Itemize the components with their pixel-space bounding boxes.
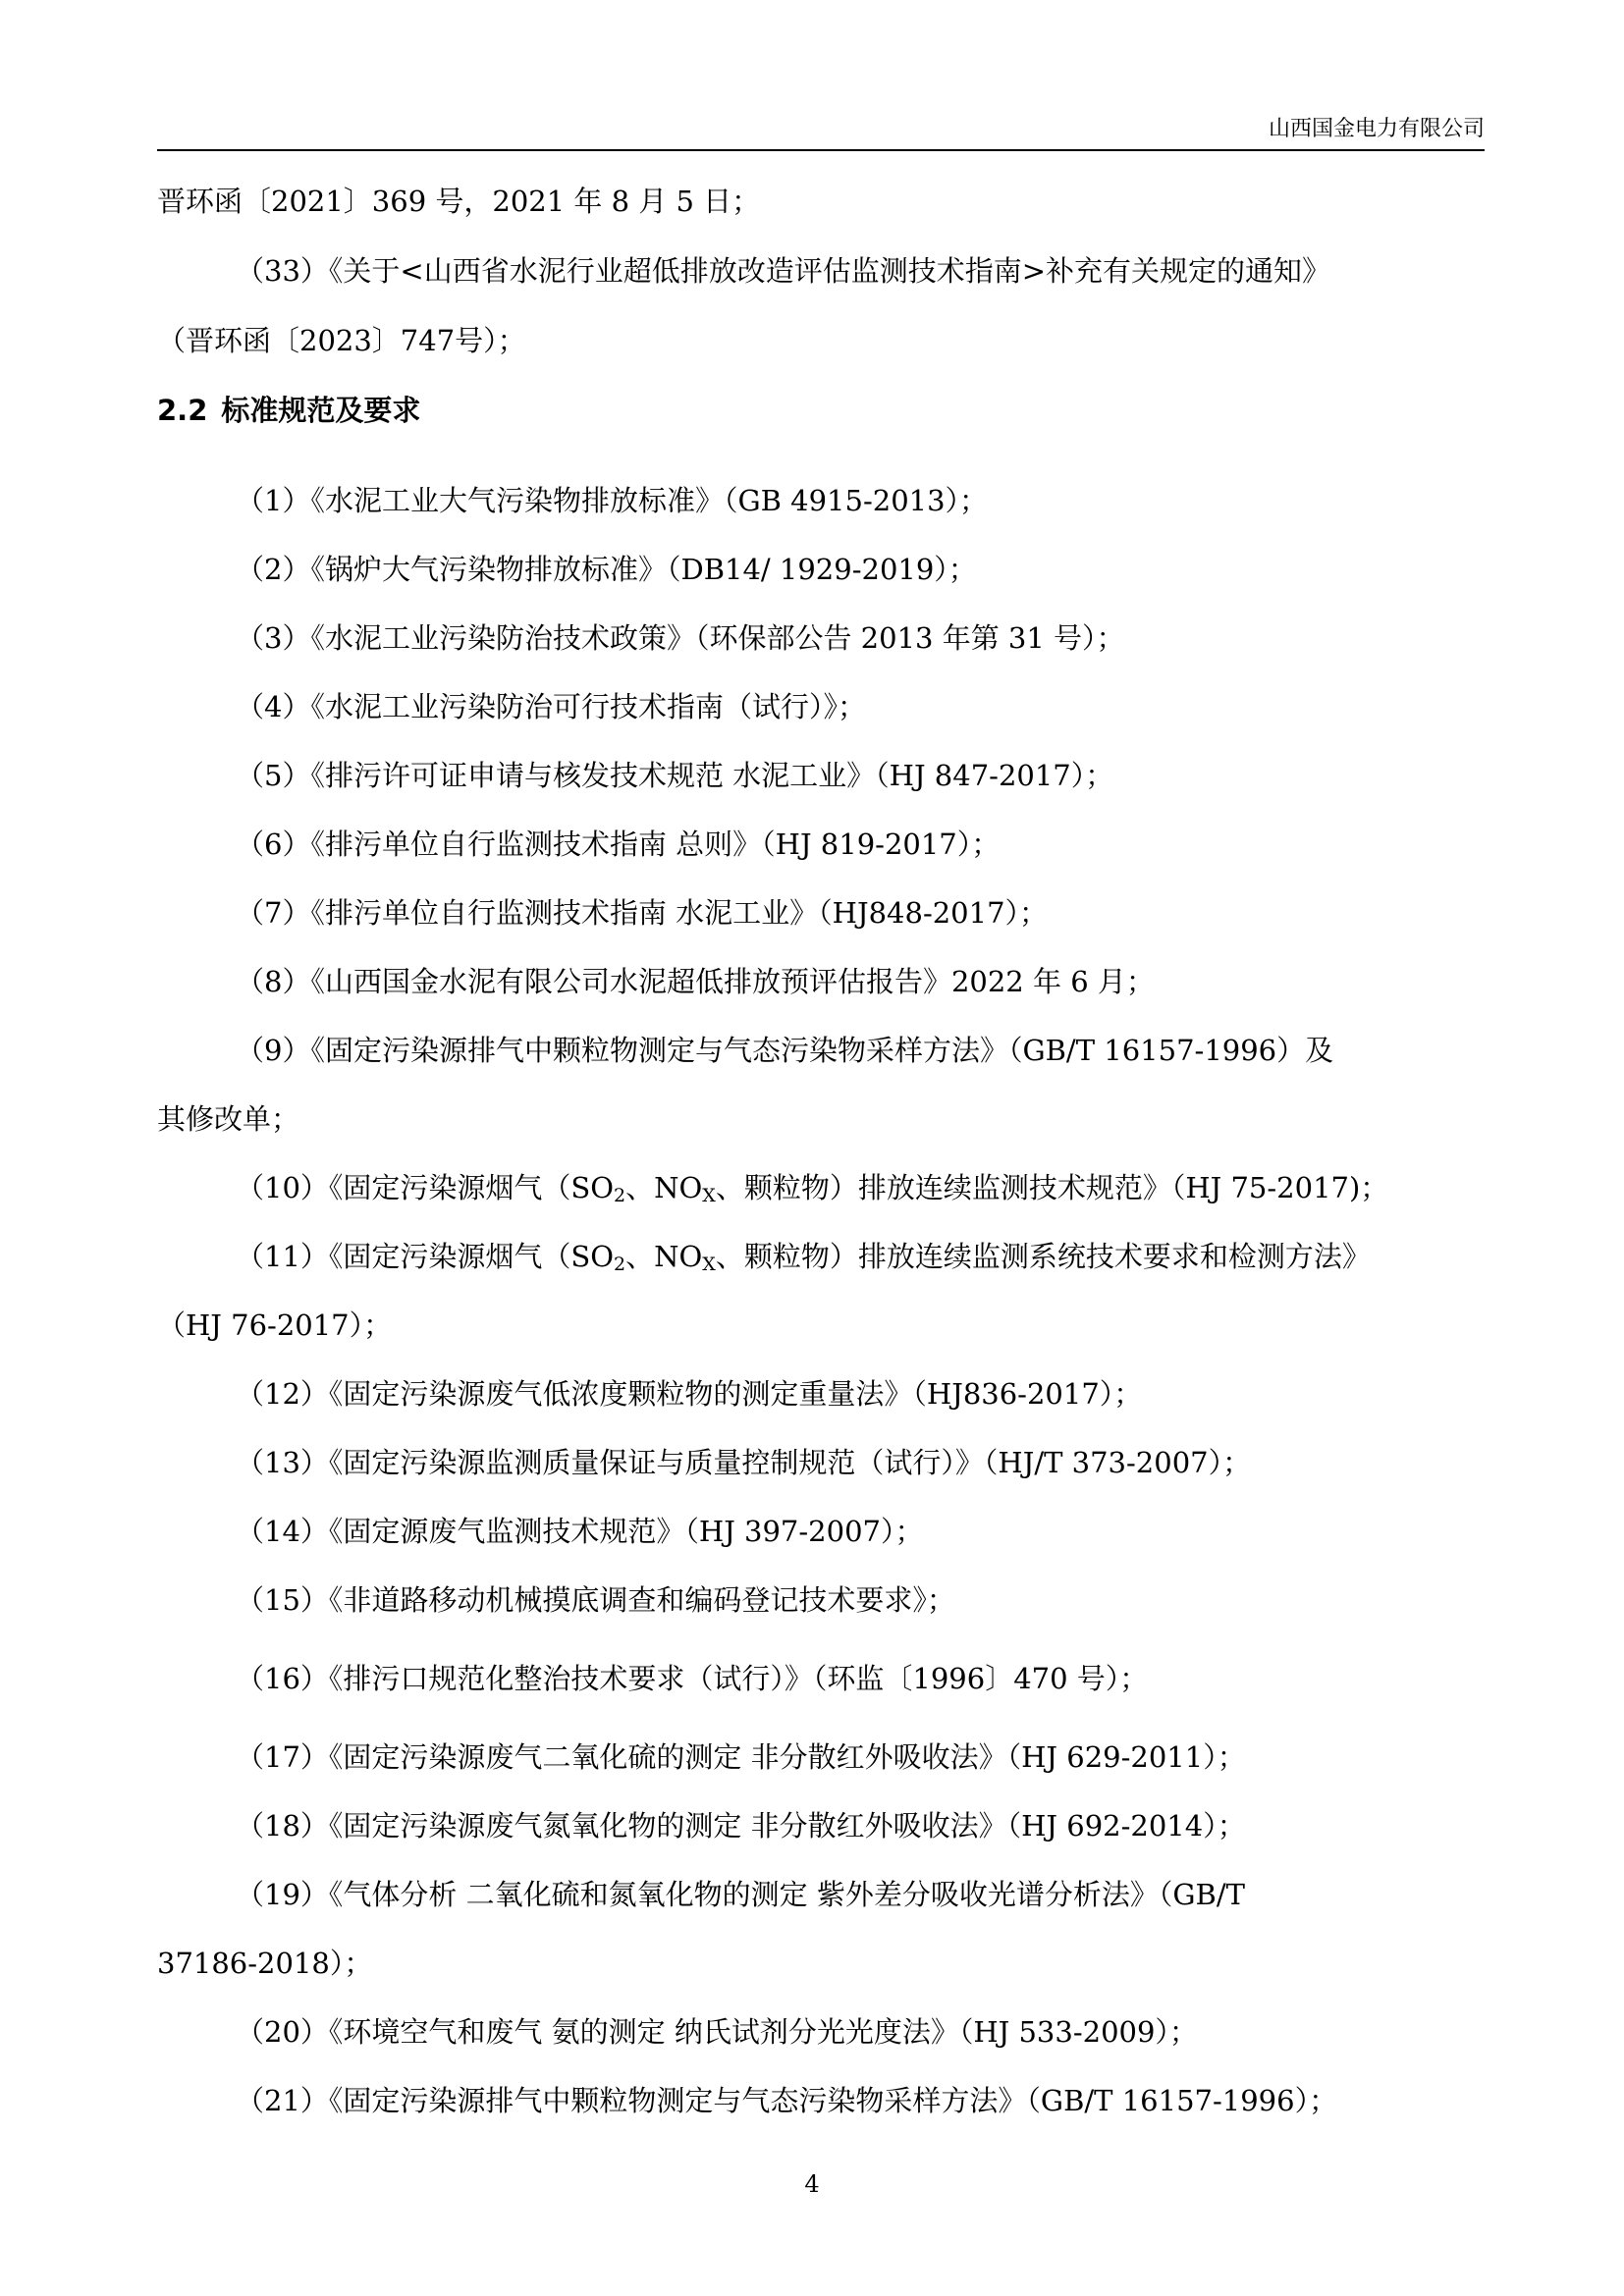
list-item: （8）《山西国金水泥有限公司水泥超低排放预评估报告》2022 年 6 月； — [236, 965, 1155, 998]
page-header — [157, 116, 1485, 151]
list-item: （1）《水泥工业大气污染物排放标准》（GB 4915-2013）； — [236, 484, 989, 517]
header-rule — [157, 149, 1485, 151]
list-item: （2）《锅炉大气污染物排放标准》（DB14/ 1929-2019）； — [236, 553, 977, 586]
subscript: 2 — [614, 1254, 626, 1275]
list-item: （12）《固定污染源废气低浓度颗粒物的测定重量法》（HJ836-2017）； — [236, 1377, 1143, 1411]
company-name: 山西国金电力有限公司 — [1268, 117, 1485, 141]
subscript: X — [702, 1185, 716, 1206]
section-number: 2.2 — [157, 394, 208, 427]
list-item: （19）《气体分析 二氧化硫和氮氧化物的测定 紫外差分吸收光谱分析法》（GB/T — [236, 1878, 1245, 1911]
list-item: （4）《水泥工业污染防治可行技术指南（试行）》； — [236, 690, 866, 723]
list-item-continuation: （HJ 76-2017）； — [157, 1308, 393, 1342]
list-item: （15）《非道路移动机械摸底调查和编码登记技术要求》； — [236, 1583, 955, 1617]
list-item: （20）《环境空气和废气 氨的测定 纳氏试剂分光光度法》（HJ 533-2009）； — [236, 2015, 1198, 2049]
list-item: （9）《固定污染源排气中颗粒物测定与气态污染物采样方法》（GB/T 16157-1996）及 — [236, 1034, 1334, 1067]
section-heading — [157, 391, 1485, 430]
list-item: （10）《固定污染源烟气（$SO_2$、$NO_X$、颗粒物）排放连续监测技术规范》（HJ 75-2017)； — [236, 1171, 1389, 1206]
list-item: （3）《水泥工业污染防治技术政策》（环保部公告 2013 年第 31 号）； — [236, 621, 1125, 655]
list-item: （33）《关于<山西省水泥行业超低排放改造评估监测技术指南>补充有关规定的通知》 — [236, 254, 1331, 288]
subscript: 2 — [614, 1185, 626, 1206]
text-line: 晋环函〔2021〕369 号，2021 年 8 月 5 日； — [157, 185, 761, 218]
list-item: （17）《固定污染源废气二氧化硫的测定 非分散红外吸收法》（HJ 629-2011）； — [236, 1740, 1246, 1774]
list-item: （6）《排污单位自行监测技术指南 总则》（HJ 819-2017）； — [236, 828, 1001, 861]
page-number: 4 — [804, 2170, 820, 2198]
list-item: （14）《固定源废气监测技术规范》（HJ 397-2007）； — [236, 1515, 924, 1548]
subscript: X — [702, 1254, 716, 1275]
list-item: （13）《固定污染源监测质量保证与质量控制规范（试行）》（HJ/T 373-2007）； — [236, 1446, 1252, 1479]
list-item-continuation: 37186-2018）； — [157, 1947, 373, 1980]
list-item: （5）《排污许可证申请与核发技术规范 水泥工业》（HJ 847-2017）； — [236, 759, 1114, 792]
list-item: （21）《固定污染源排气中颗粒物测定与气态污染物采样方法》（GB/T 16157-1996）； — [236, 2084, 1338, 2117]
list-item: （7）《排污单位自行监测技术指南 水泥工业》（HJ848-2017）； — [236, 896, 1049, 930]
list-item-continuation: 其修改单； — [157, 1102, 300, 1136]
list-item: （18）《固定污染源废气氮氧化物的测定 非分散红外吸收法》（HJ 692-2014）； — [236, 1809, 1246, 1842]
section-title: 标准规范及要求 — [221, 394, 421, 427]
list-item: （16）《排污口规范化整治技术要求（试行）》（环监〔1996〕470 号）； — [236, 1662, 1149, 1695]
list-item: （11）《固定污染源烟气（$SO_2$、$NO_X$、颗粒物）排放连续监测系统技术要求和检测方法》 — [236, 1240, 1371, 1275]
text-line: （晋环函〔2023〕747号）； — [157, 324, 526, 357]
